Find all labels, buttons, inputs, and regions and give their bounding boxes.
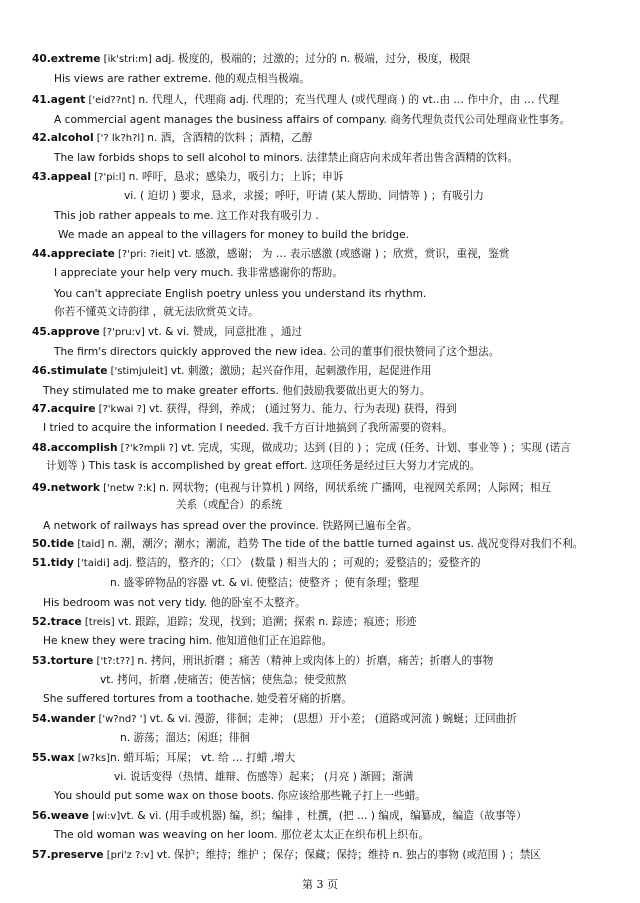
definition: n. 蜡耳垢；耳屎； vt. 给 … 打蜡 ,增大	[110, 752, 296, 764]
headword: accomplish	[50, 442, 118, 454]
definition: n. 网状物；(电视与计算机 ) 网络，网状系统 广播网，电视网关系网；人际网；相互	[159, 482, 552, 494]
phonetic: ['w?nd? ']	[95, 714, 150, 725]
example-translation: 你若不懂英文诗韵律 ，就无法欣赏英文诗。	[54, 306, 259, 318]
entry-headline: 41.agent ['eid??nt] n. 代理人，代理商 adj. 代理的；充当代理人 (或代理商 ) 的 vt..由 … 作中介，由 … 代理	[32, 94, 559, 106]
definition-continued: n. 游荡；溜达；闲逛；徘徊	[120, 732, 250, 744]
example-sentence: We made an appeal to the villagers for money to build the bridge.	[58, 229, 409, 241]
example-sentence: He knew they were tracing him. 他知道他们正在追踪他。	[43, 635, 333, 647]
phonetic: ['? lk?h?l]	[93, 133, 148, 144]
definition: vt. & vi. 漫游，徘徊；走神； (思想）开小差； (道路或河流 ) 蜿蜒；迂回曲折	[149, 713, 517, 725]
definition: vt. 完成，实现，做成功；达到 (目的 ) ；完成 (任务、计划、事业等 ) ；实现 (诺言	[180, 442, 571, 454]
headword: wax	[50, 752, 75, 764]
entry-headline: 51.tidy ['taidi] adj. 整洁的，整齐的；〈口〉 (数量 ) 相当大的 ；可观的；爱整洁的；爱整齐的	[32, 557, 481, 569]
definition: vt. 保护；维持；维护 ；保存；保藏；保持；维持 n. 独占的事物 (或范围 ) ；禁区	[156, 849, 541, 861]
definition: n. 酒，含酒精的饮料 ；酒精，乙醇	[147, 132, 313, 144]
headword: network	[50, 482, 100, 494]
headword: agent	[50, 94, 86, 106]
headword: stimulate	[50, 365, 108, 377]
headword: appreciate	[50, 248, 115, 260]
phonetic: [?'k?mpli ?]	[117, 443, 181, 454]
entry-headline: 56.weave [wi:v]vt. & vi. (用手或机器) 编，织；编排 ，杜撰，(把 … ) 编成，编纂成，编造（故事等）	[32, 810, 527, 822]
page-number: 第 3 页	[302, 878, 338, 891]
phonetic: [wi:v]	[89, 811, 121, 822]
definition: vt. 获得，得到，养成； (通过努力、能力、行为表现) 获得，得到	[148, 403, 457, 415]
headword: extreme	[50, 53, 101, 65]
phonetic: [pri'z ?:v]	[103, 850, 157, 861]
example-sentence: The firm's directors quickly approved the new idea. 公司的董事们很快赞同了这个想法。	[54, 346, 500, 358]
definition: vt. & vi. 赞成，同意批准 ，通过	[148, 326, 303, 338]
entry-headline: 52.trace [treis] vt. 跟踪，追踪；发现，找到；追溯；探索 n. 踪迹；痕迹；形迹	[32, 616, 417, 628]
definition-continued: vi. 说话变得（热情、雄辩、伤感等）起来； (月亮 ) 渐圆；渐满	[114, 771, 414, 783]
entry-headline: 46.stimulate ['stimjuleit] vt. 刺激；激励；起兴奋作用，起刺激作用，起促进作用	[32, 365, 432, 377]
headword: alcohol	[50, 132, 94, 144]
phonetic: [w?ks]	[74, 753, 111, 764]
entry-headline: 50.tide [taid] n. 潮，潮汐；潮水；潮流，趋势 The tide of the battle turned against us. 战况变得对我们不利。	[32, 538, 584, 550]
definition: vt. 跟踪，追踪；发现，找到；追溯；探索 n. 踪迹；痕迹；形迹	[117, 616, 417, 628]
entry-headline: 49.network ['netw ?:k] n. 网状物；(电视与计算机 ) 网络，网状系统 广播网，电视网关系网；人际网；相互	[32, 482, 552, 494]
phonetic: ['t?:t??]	[93, 656, 138, 667]
headword: acquire	[50, 403, 96, 415]
phonetic: [taid]	[74, 539, 108, 550]
example-sentence: You can't appreciate English poetry unless you understand its rhythm.	[54, 288, 427, 300]
entry-headline: 48.accomplish [?'k?mpli ?] vt. 完成，实现，做成功；达到 (目的 ) ；完成 (任务、计划、事业等 ) ；实现 (诺言	[32, 442, 571, 454]
phonetic: ['netw ?:k]	[99, 483, 160, 494]
definition: n. 呼吁，恳求；感染力，吸引力；上诉；申诉	[128, 171, 344, 183]
phonetic: [?'pru:v]	[99, 327, 149, 338]
phonetic: [?'pri: ?ieit]	[114, 249, 178, 260]
entry-headline: 44.appreciate [?'pri: ?ieit] vt. 感激，感谢； 为 … 表示感激 (或感谢 ) ；欣赏，赏识，重视，鉴赏	[32, 248, 510, 260]
definition-continued: 计划等 ) This task is accomplished by great effort. 这项任务是经过巨大努力才完成的。	[46, 460, 481, 472]
entry-headline: 47.acquire [?'kwai ?] vt. 获得，得到，养成； (通过努力、能力、行为表现) 获得，得到	[32, 403, 457, 415]
phonetic: ['taidi]	[73, 558, 113, 569]
example-sentence: I tried to acquire the information I needed. 我千方百计地搞到了我所需要的资料。	[43, 422, 453, 434]
definition: n. 代理人，代理商 adj. 代理的；充当代理人 (或代理商 ) 的 vt..由 … 作中介，由 … 代理	[138, 94, 559, 106]
entry-headline: 43.appeal [?'pi:l] n. 呼吁，恳求；感染力，吸引力；上诉；申诉	[32, 171, 344, 183]
definition: n. 潮，潮汐；潮水；潮流，趋势 The tide of the battle turned against us. 战况变得对我们不利。	[107, 538, 584, 550]
phonetic: [?'pi:l]	[91, 172, 129, 183]
definition-continued: vt. 拷问，折磨 ,使痛苦；使苦恼；使焦急；使受煎熬	[100, 674, 347, 686]
phonetic: ['stimjuleit]	[107, 366, 171, 377]
definition: vt. 刺激；激励；起兴奋作用，起刺激作用，起促进作用	[170, 365, 432, 377]
example-sentence: They stimulated me to make greater efforts. 他们鼓励我要做出更大的努力。	[43, 385, 431, 397]
entry-headline: 53.torture ['t?:t??] n. 拷问，刑讯折磨 ；痛苦（精神上或肉体上的）折磨，痛苦；折磨人的事物	[32, 655, 494, 667]
example-sentence: A commercial agent manages the business affairs of company. 商务代理负责代公司处理商业性事务。	[54, 114, 571, 126]
entry-headline: 54.wander ['w?nd? '] vt. & vi. 漫游，徘徊；走神； (思想）开小差； (道路或河流 ) 蜿蜒；迂回曲折	[32, 713, 517, 725]
example-sentence: A network of railways has spread over the province. 铁路网已遍布全省。	[43, 520, 418, 532]
entry-headline: 40.extreme [ik'stri:m] adj. 极度的，极端的；过激的；过分的 n. 极端，过分，极度，极限	[32, 53, 471, 65]
example-sentence: His views are rather extreme. 他的观点相当极端。	[54, 73, 310, 85]
example-sentence: His bedroom was not very tidy. 他的卧室不太整齐。	[43, 597, 306, 609]
example-sentence: The law forbids shops to sell alcohol to minors. 法律禁止商店向未成年者出售含酒精的饮料。	[54, 152, 519, 164]
phonetic: [treis]	[81, 617, 118, 628]
headword: appeal	[50, 171, 92, 183]
entry-headline: 57.preserve [pri'z ?:v] vt. 保护；维持；维护 ；保存；保藏；保持；维持 n. 独占的事物 (或范围 ) ；禁区	[32, 849, 541, 861]
entry-headline: 55.wax [w?ks]n. 蜡耳垢；耳屎； vt. 给 … 打蜡 ,增大	[32, 752, 296, 764]
example-sentence: I appreciate your help very much. 我非常感谢你的帮助。	[54, 267, 343, 279]
example-sentence: She suffered tortures from a toothache. 她受着牙痛的折磨。	[43, 693, 352, 705]
phonetic: [ik'stri:m]	[100, 54, 156, 65]
headword: torture	[50, 655, 94, 667]
phonetic: ['eid??nt]	[85, 95, 139, 106]
example-sentence: The old woman was weaving on her loom. 那位老太太正在织布机上织布。	[54, 829, 430, 841]
definition-continued: vi. ( 迫切 ) 要求，恳求，求援；呼吁，吁请 (某人帮助、同情等 ) ；有吸引力	[124, 190, 484, 202]
example-sentence: This job rather appeals to me. 这工作对我有吸引力 .	[54, 210, 319, 222]
definition-continued: 关系（或配合）的系统	[176, 499, 282, 511]
definition: vt. 感激，感谢； 为 … 表示感激 (或感谢 ) ；欣赏，赏识，重视，鉴赏	[177, 248, 510, 260]
headword: trace	[50, 616, 82, 628]
definition-continued: n. 盛零碎物品的容器 vt. & vi. 使整洁；使整齐 ；使有条理；整理	[110, 577, 419, 589]
headword: wander	[50, 713, 96, 725]
headword: weave	[50, 810, 89, 822]
headword: approve	[50, 326, 100, 338]
headword: tidy	[50, 557, 74, 569]
definition: adj. 整洁的，整齐的；〈口〉 (数量 ) 相当大的 ；可观的；爱整洁的；爱整齐的	[112, 557, 481, 569]
phonetic: [?'kwai ?]	[95, 404, 149, 415]
entry-headline: 45.approve [?'pru:v] vt. & vi. 赞成，同意批准 ，通过	[32, 326, 303, 338]
entry-headline: 42.alcohol ['? lk?h?l] n. 酒，含酒精的饮料 ；酒精，乙醇	[32, 132, 313, 144]
definition: n. 拷问，刑讯折磨 ；痛苦（精神上或肉体上的）折磨，痛苦；折磨人的事物	[137, 655, 494, 667]
headword: preserve	[50, 849, 104, 861]
headword: tide	[50, 538, 75, 550]
definition: vt. & vi. (用手或机器) 编，织；编排 ，杜撰，(把 … ) 编成，编纂成，编造（故事等）	[120, 810, 527, 822]
example-sentence: You should put some wax on those boots. 你应该给那些靴子打上一些蜡。	[54, 790, 426, 802]
definition: adj. 极度的，极端的；过激的；过分的 n. 极端，过分，极度，极限	[155, 53, 471, 65]
